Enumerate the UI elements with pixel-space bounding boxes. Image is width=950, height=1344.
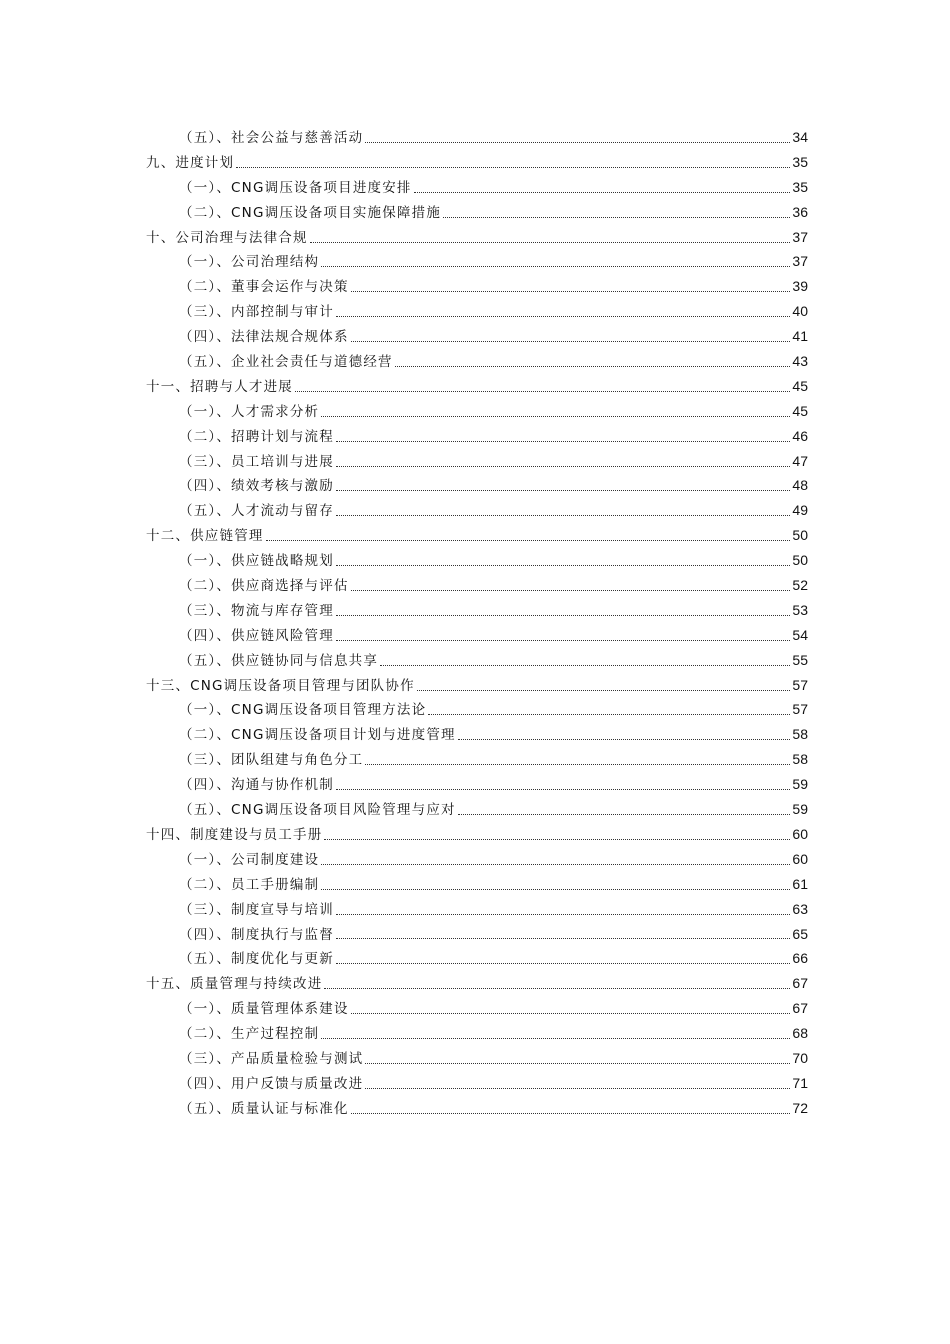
toc-dot-leader: [336, 565, 790, 566]
toc-dot-leader: [458, 814, 791, 815]
toc-entry[interactable]: [146, 598, 808, 623]
toc-entry[interactable]: [146, 274, 808, 299]
toc-dot-leader: [365, 1088, 790, 1089]
toc-entry[interactable]: [146, 996, 808, 1021]
toc-dot-leader: [266, 540, 791, 541]
toc-dot-leader: [428, 714, 790, 715]
toc-page-number: 45: [792, 402, 808, 419]
toc-entry[interactable]: [146, 200, 808, 225]
toc-entry[interactable]: [146, 125, 808, 150]
toc-entry-title: （五）、质量认证与标准化: [179, 1100, 349, 1117]
toc-entry[interactable]: [146, 971, 808, 996]
toc-page-number: 45: [792, 377, 808, 394]
toc-dot-leader: [321, 266, 790, 267]
toc-entry[interactable]: [146, 648, 808, 673]
toc-page-number: 57: [792, 701, 808, 718]
toc-page-number: 41: [792, 328, 808, 345]
toc-page-number: 54: [792, 626, 808, 643]
toc-dot-leader: [365, 764, 790, 765]
toc-entry-title: （三）、物流与库存管理: [179, 602, 334, 619]
toc-entry-title: （一）、CNG调压设备项目管理方法论: [179, 702, 427, 719]
toc-entry-title: （三）、团队组建与角色分工: [179, 752, 364, 769]
toc-entry-title: 十三、CNG调压设备项目管理与团队协作: [146, 677, 415, 694]
toc-dot-leader: [351, 1013, 791, 1014]
toc-entry-title: （四）、制度执行与监督: [179, 926, 334, 943]
toc-entry[interactable]: [146, 324, 808, 349]
toc-dot-leader: [336, 441, 790, 442]
toc-entry-title: （一）、公司制度建设: [179, 851, 320, 868]
toc-page-number: 67: [792, 1000, 808, 1017]
toc-page-number: 72: [792, 1099, 808, 1116]
toc-entry[interactable]: [146, 946, 808, 971]
toc-page-number: 57: [792, 676, 808, 693]
toc-entry-title: （五）、企业社会责任与道德经营: [179, 354, 393, 371]
toc-entry[interactable]: [146, 424, 808, 449]
toc-entry[interactable]: [146, 349, 808, 374]
toc-entry[interactable]: [146, 1096, 808, 1121]
toc-dot-leader: [443, 217, 790, 218]
toc-page-number: 50: [792, 552, 808, 569]
toc-entry[interactable]: [146, 473, 808, 498]
toc-entry-title: 十五、质量管理与持续改进: [146, 976, 323, 993]
toc-entry-title: 九、进度计划: [146, 154, 235, 171]
toc-entry-title: （五）、制度优化与更新: [179, 951, 334, 968]
toc-entry-title: （五）、社会公益与慈善活动: [179, 130, 364, 146]
toc-entry[interactable]: [146, 299, 808, 324]
toc-dot-leader: [351, 341, 791, 342]
toc-entry[interactable]: [146, 822, 808, 847]
toc-entry-title: （三）、制度宣导与培训: [179, 901, 334, 918]
toc-dot-leader: [336, 316, 790, 317]
toc-entry[interactable]: [146, 449, 808, 474]
toc-page-number: 40: [792, 303, 808, 320]
toc-dot-leader: [417, 690, 791, 691]
toc-entry[interactable]: [146, 374, 808, 399]
toc-entry-title: （一）、公司治理结构: [179, 254, 320, 271]
toc-entry[interactable]: [146, 548, 808, 573]
toc-entry[interactable]: [146, 498, 808, 523]
toc-page-number: 60: [792, 850, 808, 867]
toc-entry[interactable]: [146, 847, 808, 872]
toc-entry[interactable]: [146, 175, 808, 200]
toc-page-number: 63: [792, 900, 808, 917]
toc-page-number: 48: [792, 477, 808, 494]
toc-page-number: 70: [792, 1049, 808, 1066]
toc-page-number: 58: [792, 751, 808, 768]
toc-entry-title: （二）、招聘计划与流程: [179, 428, 334, 445]
toc-dot-leader: [336, 466, 790, 467]
toc-entry-title: （二）、供应商选择与评估: [179, 578, 349, 595]
toc-entry[interactable]: [146, 697, 808, 722]
toc-entry-title: （五）、人才流动与留存: [179, 503, 334, 520]
toc-page-number: 35: [792, 153, 808, 170]
toc-entry-title: （二）、生产过程控制: [179, 1026, 320, 1043]
toc-dot-leader: [351, 291, 791, 292]
toc-entry-title: （二）、CNG调压设备项目计划与进度管理: [179, 727, 456, 744]
toc-page-number: 49: [792, 502, 808, 519]
toc-page-number: 36: [792, 203, 808, 220]
toc-page-number: 66: [792, 950, 808, 967]
toc-dot-leader: [336, 615, 790, 616]
toc-entry[interactable]: [146, 623, 808, 648]
toc-entry-title: （四）、沟通与协作机制: [179, 777, 334, 794]
toc-page-number: 34: [792, 129, 808, 145]
toc-dot-leader: [236, 167, 790, 168]
toc-dot-leader: [336, 914, 790, 915]
toc-entry[interactable]: [146, 523, 808, 548]
table-of-contents: [146, 125, 808, 1121]
toc-dot-leader: [321, 1038, 790, 1039]
toc-entry-title: （五）、供应链协同与信息共享: [179, 652, 379, 669]
toc-dot-leader: [321, 864, 790, 865]
toc-dot-leader: [336, 490, 790, 491]
toc-entry-title: （五）、CNG调压设备项目风险管理与应对: [179, 802, 456, 819]
toc-entry-title: 十四、制度建设与员工手册: [146, 826, 323, 843]
toc-entry-title: （三）、内部控制与审计: [179, 304, 334, 321]
toc-entry[interactable]: [146, 772, 808, 797]
toc-entry-title: （三）、员工培训与进展: [179, 453, 334, 470]
toc-entry[interactable]: [146, 897, 808, 922]
toc-entry-title: （一）、质量管理体系建设: [179, 1001, 349, 1018]
toc-page-number: 65: [792, 925, 808, 942]
toc-dot-leader: [351, 590, 791, 591]
toc-page-number: 37: [792, 228, 808, 245]
toc-dot-leader: [324, 839, 790, 840]
toc-page-number: 47: [792, 452, 808, 469]
toc-page-number: 55: [792, 651, 808, 668]
toc-entry[interactable]: [146, 872, 808, 897]
toc-entry[interactable]: [146, 399, 808, 424]
toc-dot-leader: [336, 938, 790, 939]
toc-dot-leader: [336, 963, 790, 964]
toc-entry[interactable]: [146, 1071, 808, 1096]
toc-dot-leader: [336, 789, 790, 790]
toc-entry-title: （二）、员工手册编制: [179, 876, 320, 893]
toc-dot-leader: [321, 889, 790, 890]
toc-dot-leader: [336, 515, 790, 516]
toc-entry-title: 十、公司治理与法律合规: [146, 229, 308, 246]
toc-entry-title: （三）、产品质量检验与测试: [179, 1050, 364, 1067]
toc-page-number: 43: [792, 353, 808, 370]
toc-entry[interactable]: [146, 150, 808, 175]
toc-entry[interactable]: [146, 747, 808, 772]
toc-entry-title: （二）、董事会运作与决策: [179, 279, 349, 296]
toc-page-number: 59: [792, 776, 808, 793]
toc-page-number: 53: [792, 601, 808, 618]
toc-entry[interactable]: [146, 573, 808, 598]
toc-dot-leader: [395, 366, 791, 367]
toc-page-number: 59: [792, 801, 808, 818]
toc-page-number: 50: [792, 527, 808, 544]
toc-entry-title: （四）、供应链风险管理: [179, 627, 334, 644]
toc-entry-title: （一）、人才需求分析: [179, 403, 320, 420]
toc-entry[interactable]: [146, 673, 808, 698]
toc-entry[interactable]: [146, 797, 808, 822]
toc-page-number: 37: [792, 253, 808, 270]
toc-page-number: 67: [792, 975, 808, 992]
toc-dot-leader: [336, 640, 790, 641]
toc-dot-leader: [365, 142, 790, 143]
toc-dot-leader: [295, 391, 790, 392]
toc-entry-title: （一）、CNG调压设备项目进度安排: [179, 179, 412, 196]
toc-entry[interactable]: [146, 225, 808, 250]
toc-dot-leader: [310, 242, 791, 243]
toc-entry-title: （四）、用户反馈与质量改进: [179, 1075, 364, 1092]
toc-dot-leader: [365, 1063, 790, 1064]
toc-page-number: 52: [792, 577, 808, 594]
toc-page-number: 68: [792, 1025, 808, 1042]
toc-page-number: 35: [792, 178, 808, 195]
toc-dot-leader: [351, 1113, 791, 1114]
toc-dot-leader: [414, 192, 791, 193]
toc-entry-title: （四）、法律法规合规体系: [179, 329, 349, 346]
toc-entry[interactable]: [146, 249, 808, 274]
toc-page-number: 46: [792, 427, 808, 444]
toc-dot-leader: [321, 416, 790, 417]
toc-entry[interactable]: [146, 722, 808, 747]
toc-page-number: 60: [792, 825, 808, 842]
toc-entry-title: 十二、供应链管理: [146, 528, 264, 545]
toc-page-number: 61: [792, 875, 808, 892]
toc-entry-title: （一）、供应链战略规划: [179, 553, 334, 570]
toc-page-number: 71: [792, 1074, 808, 1091]
toc-entry-title: 十一、招聘与人才进展: [146, 378, 293, 395]
toc-entry-title: （二）、CNG调压设备项目实施保障措施: [179, 204, 442, 221]
toc-dot-leader: [380, 665, 790, 666]
toc-entry[interactable]: [146, 1046, 808, 1071]
toc-entry[interactable]: [146, 1021, 808, 1046]
toc-page-number: 58: [792, 726, 808, 743]
toc-dot-leader: [324, 988, 790, 989]
toc-page-number: 39: [792, 278, 808, 295]
toc-entry-title: （四）、绩效考核与激励: [179, 478, 334, 495]
toc-entry[interactable]: [146, 922, 808, 947]
toc-dot-leader: [458, 739, 791, 740]
